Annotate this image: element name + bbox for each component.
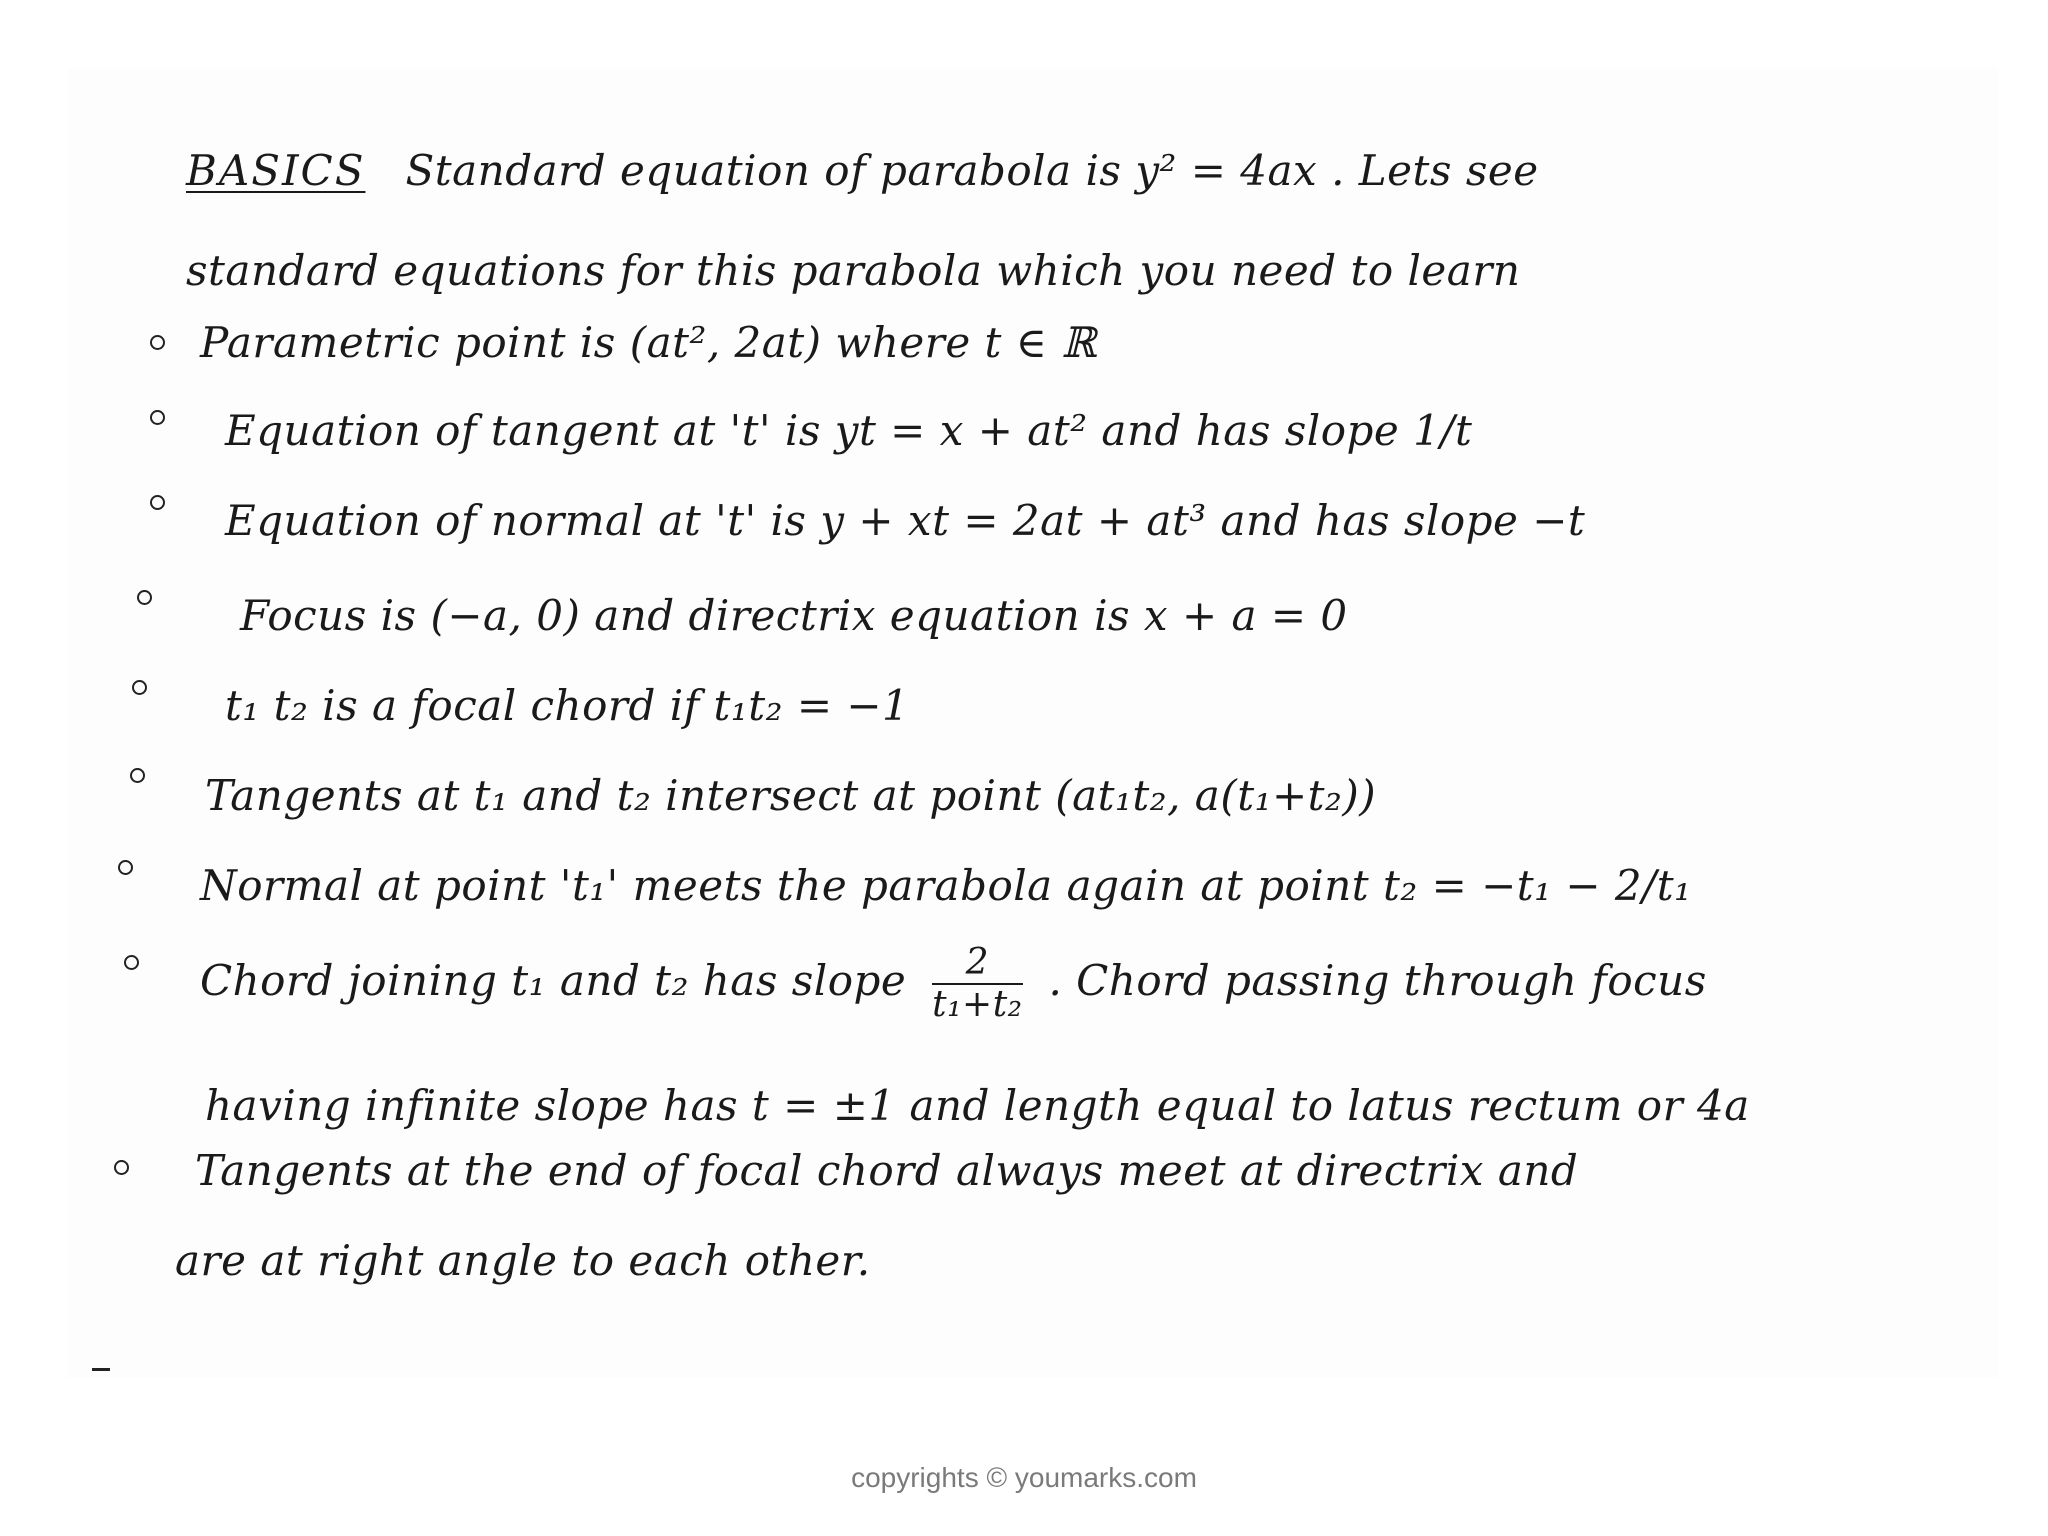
note-item-6: Tangents at t₁ and t₂ intersect at point (at₁t₂, a(t₁+t₂)) (205, 771, 1377, 820)
note-item-4: Focus is (−a, 0) and directrix equation is x + a = 0 (240, 591, 1348, 640)
bullet-6 (130, 768, 145, 783)
stray-dash-mark (92, 1368, 110, 1371)
note-item-8-tail: . Chord passing through focus (1048, 956, 1707, 1005)
intro-text-1: Standard equation of parabola is y² = 4ax . Lets see (405, 146, 1539, 195)
note-item-8 (200, 942, 1707, 1025)
bullet-9 (114, 1160, 129, 1175)
note-item-8-text: Chord joining t₁ and t₂ has slope (200, 956, 907, 1005)
slope-fraction-denominator: t₁+t₂ (932, 984, 1023, 1025)
intro-line-2 (186, 246, 1521, 295)
intro-text-2: standard equations for this parabola which you need to learn (186, 246, 1521, 295)
intro-line-1 (186, 146, 1539, 195)
slope-fraction-numerator: 2 (932, 945, 1022, 985)
heading-basics: BASICS (186, 146, 366, 195)
note-item-2: Equation of tangent at 't' is yt = x + at² and has slope 1/t (225, 406, 1473, 455)
bullet-2 (150, 410, 165, 425)
note-item-3: Equation of normal at 't' is y + xt = 2at + at³ and has slope −t (225, 496, 1586, 545)
bullet-4 (137, 590, 152, 605)
note-item-7: Normal at point 't₁' meets the parabola again at point t₂ = −t₁ − 2/t₁ (200, 861, 1692, 910)
copyright-footer: copyrights © youmarks.com (851, 1462, 1197, 1493)
bullet-8 (124, 955, 139, 970)
note-item-9-continued: are at right angle to each other. (175, 1236, 871, 1285)
bullet-5 (132, 680, 147, 695)
bullet-1 (150, 335, 165, 350)
slope-fraction (932, 942, 1023, 1025)
note-item-1: Parametric point is (at², 2at) where t ∈ ℝ (200, 318, 1097, 367)
note-item-5: t₁ t₂ is a focal chord if t₁t₂ = −1 (225, 681, 910, 730)
note-item-9: Tangents at the end of focal chord always meet at directrix and (195, 1146, 1579, 1195)
note-item-8-continued: having infinite slope has t = ±1 and length equal to latus rectum or 4a (205, 1081, 1750, 1130)
bullet-7 (118, 860, 133, 875)
bullet-3 (150, 495, 165, 510)
